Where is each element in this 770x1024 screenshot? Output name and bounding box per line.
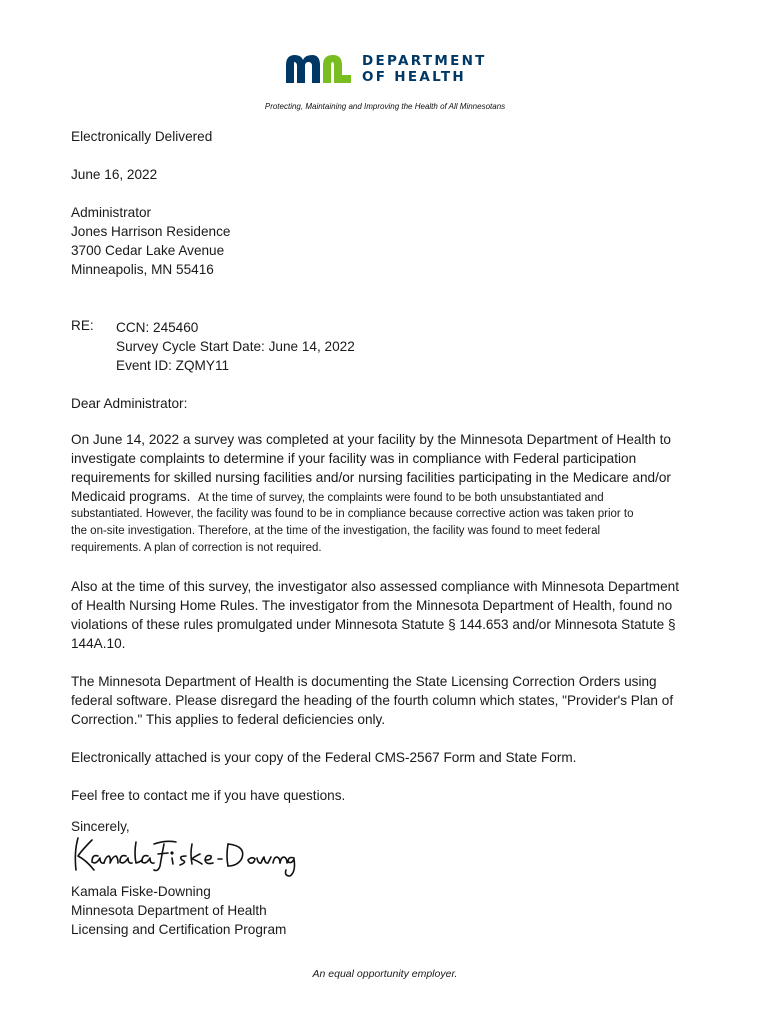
letterhead-tagline: Protecting, Maintaining and Improving the Health of All Minnesotans	[264, 102, 506, 111]
paragraph-1-line-start: Medicaid programs.	[71, 489, 198, 504]
recipient-line: Minneapolis, MN 55416	[71, 262, 214, 277]
paragraph-3-line: The Minnesota Department of Health is documenting the State Licensing Correction Orders using	[71, 674, 657, 689]
re-line: Event ID: ZQMY11	[116, 358, 230, 373]
signer-program: Licensing and Certification Program	[71, 922, 287, 937]
paragraph-3-line: Correction." This applies to federal deficiencies only.	[71, 712, 386, 727]
letter-date: June 16, 2022	[71, 167, 158, 182]
paragraph-2-line: of Health Nursing Home Rules. The investigator from the Minnesota Department of Health, found no	[71, 598, 673, 613]
paragraph-1-small-line: requirements. A plan of correction is not required.	[71, 542, 322, 554]
paragraph-2-line: violations of these rules promulgated under Minnesota Statute § 144.653 and/or Minnesota Statute §	[71, 617, 676, 632]
signer-name: Kamala Fiske-Downing	[71, 884, 211, 899]
paragraph-3-line: federal software. Please disregard the heading of the fourth column which states, "Provider's Plan of	[71, 693, 674, 708]
logo-line-1: DEPARTMENT	[362, 53, 487, 69]
logo-wordmark	[362, 53, 487, 85]
paragraph-1-line-end: At the time of survey, the complaints were found to be both unsubstantiated and	[197, 492, 604, 504]
paragraph-2-line: Also at the time of this survey, the investigator also assessed compliance with Minnesota Department	[71, 579, 679, 594]
paragraph-1-line: On June 14, 2022 a survey was completed at your facility by the Minnesota Department of Health to	[71, 432, 671, 447]
paragraph-1-small-line: the on-site investigation. Therefore, at the time of the investigation, the facility was found to meet federal	[71, 525, 601, 537]
paragraph-2-line: 144A.10.	[71, 636, 126, 651]
paragraph-4: Electronically attached is your copy of the Federal CMS-2567 Form and State Form.	[71, 750, 577, 765]
re-label: RE:	[71, 318, 94, 333]
logo-line-2: OF HEALTH	[362, 69, 466, 85]
recipient-line: Jones Harrison Residence	[71, 224, 231, 239]
re-details	[116, 318, 355, 375]
mn-logo-icon	[284, 52, 354, 84]
recipient-line: 3700 Cedar Lake Avenue	[71, 243, 225, 258]
paragraph-1-small-line: substantiated. However, the facility was found to be in compliance because corrective action was taken prior to	[71, 508, 634, 520]
signer-organization: Minnesota Department of Health	[71, 903, 267, 918]
re-line: Survey Cycle Start Date: June 14, 2022	[116, 339, 355, 354]
paragraph-1-line: investigate complaints to determine if your facility was in compliance with Federal participation	[71, 451, 637, 466]
paragraph-1-line	[71, 487, 604, 508]
signature-image	[68, 832, 298, 880]
closing: Sincerely,	[71, 819, 130, 834]
salutation: Dear Administrator:	[71, 396, 188, 411]
re-line: CCN: 245460	[116, 320, 199, 335]
department-of-health-logo	[284, 52, 494, 88]
delivery-note: Electronically Delivered	[71, 129, 213, 144]
paragraph-1-line: requirements for skilled nursing facilities and/or nursing facilities participating in the Medicare and/or	[71, 470, 671, 485]
recipient-line: Administrator	[71, 205, 152, 220]
footer-equal-opportunity: An equal opportunity employer.	[312, 968, 458, 980]
paragraph-5: Feel free to contact me if you have questions.	[71, 788, 346, 803]
